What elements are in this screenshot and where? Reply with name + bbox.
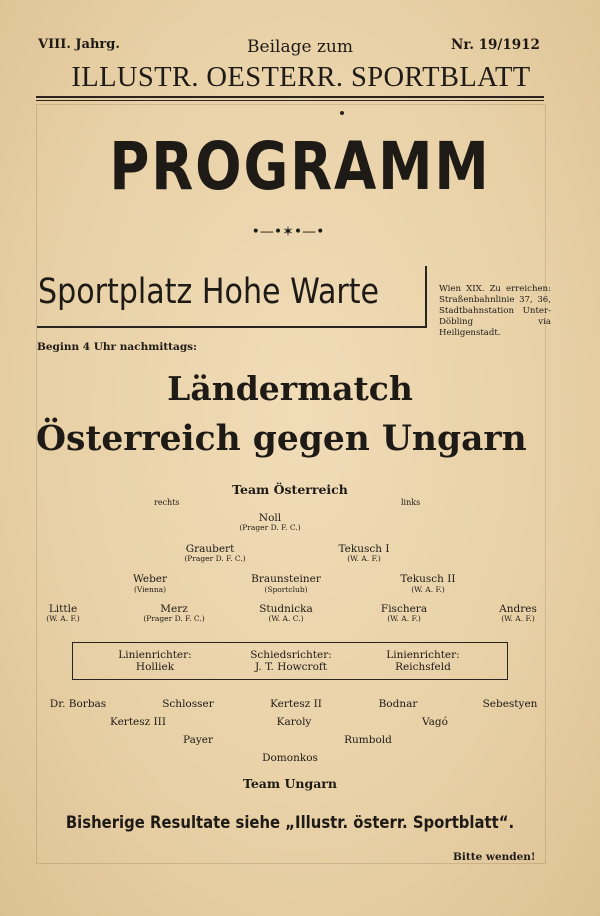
match-teams: Österreich gegen Ungarn bbox=[36, 418, 527, 459]
volume-label: VIII. Jahrg. bbox=[38, 37, 120, 52]
hungary-center-half: Karoly bbox=[276, 716, 312, 728]
issue-number: Nr. 19/1912 bbox=[451, 37, 540, 53]
austria-back-right: Graubert bbox=[185, 543, 235, 555]
austria-outside-left: Andres bbox=[499, 603, 537, 615]
austria-back-left: Tekusch I bbox=[338, 543, 390, 555]
austria-inside-left: Fischera bbox=[380, 603, 428, 615]
turn-over-note: Bitte wenden! bbox=[453, 851, 536, 863]
program-title: PROGRAMM bbox=[109, 128, 491, 205]
austria-half-left-club: (W. A. F.) bbox=[411, 585, 445, 594]
hungary-center-forward: Kertesz II bbox=[270, 698, 322, 710]
austria-inside-right: Merz bbox=[160, 603, 188, 615]
austria-center-half: Braunsteiner bbox=[251, 573, 321, 585]
austria-half-right-club: (Vienna) bbox=[133, 585, 167, 594]
hungary-inside-left: Schlosser bbox=[162, 698, 214, 710]
hungary-goalkeeper: Domonkos bbox=[262, 752, 318, 764]
hungary-back-left: Payer bbox=[182, 734, 214, 746]
match-type: Ländermatch bbox=[167, 369, 413, 408]
referee-role: Schiedsrichter: bbox=[250, 649, 332, 661]
venue-directions: Wien XIX. Zu erreichen: Straßenbahnlinie 37, 36, Stadtbahnstation Unter-Döbling via Heiligenstadt. bbox=[439, 284, 551, 338]
austria-half-left: Tekusch II bbox=[400, 573, 456, 585]
header-rule-bottom bbox=[36, 100, 544, 101]
austria-inside-left-club: (W. A. F.) bbox=[387, 614, 421, 623]
austria-outside-left-club: (W. A. F.) bbox=[501, 614, 535, 623]
team-austria-label: Team Österreich bbox=[232, 482, 348, 497]
left-side-label: links bbox=[401, 498, 421, 507]
hungary-half-right: Vagó bbox=[422, 716, 448, 728]
header-rule-top bbox=[36, 96, 544, 98]
linesman-2-name: Reichsfeld bbox=[395, 661, 451, 673]
start-time: Beginn 4 Uhr nachmittags: bbox=[37, 341, 197, 353]
linesman-1-name: Holliek bbox=[135, 661, 175, 673]
austria-goalkeeper-club: (Prager D. F. C.) bbox=[239, 523, 301, 532]
hungary-half-left: Kertesz III bbox=[110, 716, 166, 728]
ornament-divider: •—•✶•—• bbox=[251, 224, 325, 240]
austria-center-forward-club: (W. A. C.) bbox=[268, 614, 304, 623]
austria-inside-right-club: (Prager D. F. C.) bbox=[143, 614, 205, 623]
austria-back-left-club: (W. A. F.) bbox=[347, 554, 381, 563]
austria-center-half-club: (Sportclub) bbox=[264, 585, 308, 594]
hungary-back-right: Rumbold bbox=[344, 734, 392, 746]
austria-center-forward: Studnicka bbox=[259, 603, 313, 615]
referee-name: J. T. Howcroft bbox=[255, 661, 327, 673]
venue-name: Sportplatz Hohe Warte bbox=[38, 272, 380, 312]
austria-outside-right-club: (W. A. F.) bbox=[46, 614, 80, 623]
linesman-2-role: Linienrichter: bbox=[386, 649, 460, 661]
linesman-1-role: Linienrichter: bbox=[118, 649, 192, 661]
header-dot bbox=[340, 111, 344, 115]
austria-outside-right: Little bbox=[48, 603, 78, 615]
austria-back-right-club: (Prager D. F. C.) bbox=[184, 554, 246, 563]
publication-title: ILLUSTR. OESTERR. SPORTBLATT bbox=[71, 62, 531, 93]
team-hungary-label: Team Ungarn bbox=[242, 776, 337, 791]
supplement-label: Beilage zum bbox=[247, 37, 353, 57]
hungary-outside-left: Dr. Borbas bbox=[49, 698, 107, 710]
austria-goalkeeper: Noll bbox=[258, 512, 282, 524]
hungary-outside-right: Sebestyen bbox=[482, 698, 538, 710]
hungary-inside-right: Bodnar bbox=[378, 698, 418, 710]
austria-half-right: Weber bbox=[132, 573, 168, 585]
right-side-label: rechts bbox=[154, 498, 180, 507]
results-note: Bisherige Resultate siehe „Illustr. österr. Sportblatt“. bbox=[65, 813, 515, 832]
